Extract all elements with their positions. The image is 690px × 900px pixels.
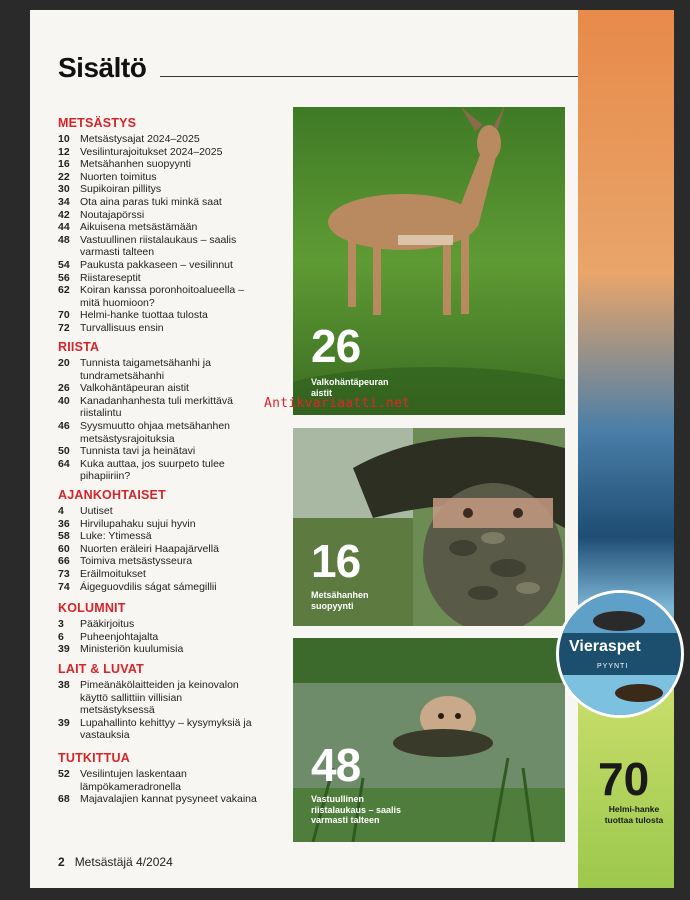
toc-entry[interactable] [58,543,258,556]
toc-entry[interactable] [58,133,258,146]
entry-title: Toimiva metsästysseura [80,555,193,568]
toc-entry[interactable] [58,146,258,159]
entry-title: Noutajapörssi [80,208,145,221]
feature-caption: Vastuullinen riistalaukaus – saalis varmasti talteen [311,794,402,825]
toc-entry[interactable] [58,259,258,272]
entry-page: 54 [58,258,70,271]
badge-subtitle: PYYNTI [597,663,629,670]
entry-title: Riistareseptit [80,271,141,284]
entry-page: 58 [58,530,70,543]
feature-photo-hunter[interactable] [293,428,565,626]
section-heading: AJANKOHTAISET [58,488,166,502]
toc-entry[interactable] [58,196,258,209]
toc-entry[interactable] [58,518,258,531]
footer-magazine: Metsästäjä 4/2024 [74,855,173,869]
toc-entry[interactable] [58,171,258,184]
entry-title: Eräilmoitukset [80,567,146,580]
toc-section-kolumnit [58,601,258,656]
section-heading: LAIT & LUVAT [58,662,144,676]
entry-title: Paukusta pakkaseen – vesilinnut [80,258,233,271]
toc-section-ajankohtaiset [58,488,258,593]
entry-page: 12 [58,145,70,158]
section-heading: TUTKITTUA [58,751,130,765]
entry-title: Lupahallinto kehittyy – kysymyksiä ja vastauksia [80,716,252,742]
toc-entry[interactable] [58,530,258,543]
toc-entry[interactable] [58,309,258,322]
toc-entry[interactable] [58,555,258,568]
entry-title: Kanadanhanhesta tuli merkittävä riistalintu [80,394,233,420]
toc-entry[interactable] [58,568,258,581]
toc-entry[interactable] [58,643,258,656]
toc-entry[interactable] [58,395,258,420]
entry-title: Tunnista tavi ja heinätavi [80,445,196,458]
entry-page: 39 [58,643,70,656]
entry-title: Uutiset [80,505,113,517]
entry-title: Pimeänäkölaitteiden ja keinovalon käyttö sallittiin villisian metsästyksessä [80,679,239,717]
entry-title: Turvallisuus ensin [80,321,164,334]
entry-title: Aikuisena metsästämään [80,221,198,234]
toc-entry[interactable] [58,631,258,644]
entry-title: Metsähanhen suopyynti [80,158,191,171]
entry-title: Ministeriön kuulumisia [80,643,184,656]
entry-page: 36 [58,517,70,530]
toc-entry[interactable] [58,581,258,594]
toc-entry[interactable] [58,445,258,458]
entry-title: Kuka auttaa, jos suurpeto tulee pihapiiriin? [80,457,225,483]
toc-entry[interactable] [58,505,258,518]
feature-page-number: 48 [311,739,361,791]
vieraspeto-badge[interactable] [556,590,684,718]
toc-entry[interactable] [58,382,258,395]
feature-photo-deer[interactable] [293,107,565,415]
entry-page: 46 [58,419,70,432]
entry-page: 34 [58,195,70,208]
footer-page-number: 2 [58,855,65,869]
entry-page: 50 [58,445,70,458]
watermark: Antikvariaatti.net [264,396,411,411]
entry-page: 68 [58,793,70,806]
toc-entry[interactable] [58,322,258,335]
entry-title: Supikoiran pillitys [80,183,162,196]
feature-page-number: 26 [311,320,361,372]
toc-section-tutkittua [58,751,258,806]
entry-page: 16 [58,158,70,171]
entry-page: 72 [58,321,70,334]
side-caption: Helmi-hanke tuottaa tulosta [604,804,664,825]
side-page-number: 70 [598,753,650,805]
toc-entry[interactable] [58,357,258,382]
toc-section-lait-luvat [58,662,258,742]
entry-page: 39 [58,716,70,729]
feature-caption: Metsähanhen suopyynti [311,590,369,611]
toc-entry[interactable] [58,793,258,806]
entry-title: Luke: Ytimessä [80,530,152,543]
entry-title: Tunnista taigametsähanhi ja tundrametsähanhi [80,357,211,382]
toc-entry[interactable] [58,158,258,171]
entry-page: 52 [58,768,70,780]
toc-entry[interactable] [58,209,258,222]
entry-page: 60 [58,542,70,555]
entry-title: Vesilinturajoitukset 2024–2025 [80,145,223,158]
entry-title: Ota aina paras tuki minkä saat [80,195,222,208]
entry-page: 48 [58,233,70,246]
entry-page: 30 [58,183,70,196]
entry-page: 4 [58,505,64,517]
section-heading: METSÄSTYS [58,116,137,130]
page-title: Sisältö [58,52,147,83]
entry-title: Majavalajien kannat pysyneet vakaina [80,793,257,806]
entry-title: Helmi-hanke tuottaa tulosta [80,309,208,322]
toc-entry[interactable] [58,284,258,309]
feature-caption: Valkohäntäpeuran aistit [311,377,389,398]
entry-title: Nuorten toimitus [80,170,157,183]
entry-title: Nuorten eräleiri Haapajärvellä [80,542,219,555]
entry-title: Pääkirjoitus [80,618,135,630]
entry-page: 66 [58,555,70,568]
entry-page: 38 [58,679,70,691]
toc-entry[interactable] [58,183,258,196]
entry-title: Puheenjohtajalta [80,630,159,643]
toc-entry[interactable] [58,221,258,234]
entry-title: Syysmuutto ohjaa metsähanhen metsästysrajoituksia [80,419,231,445]
entry-page: 10 [58,133,70,145]
entry-title: Vesilintujen laskentaan lämpökameradronella [80,768,187,793]
entry-page: 56 [58,271,70,284]
entry-title: Vastuullinen riistalaukaus – saalis varmasti talteen [80,233,237,259]
feature-page-number: 16 [311,535,361,587]
entry-page: 22 [58,170,70,183]
toc-section-riista [58,340,258,483]
toc-entry[interactable] [58,420,258,445]
entry-page: 73 [58,567,70,580]
toc-entry[interactable] [58,458,258,483]
toc-entry[interactable] [58,768,258,793]
entry-title: Hirvilupahaku sujui hyvin [80,517,196,530]
badge-title: Vieraspet [569,638,641,655]
entry-title: Valkohäntäpeuran aistit [80,382,189,395]
entry-page: 3 [58,618,64,630]
entry-page: 74 [58,580,70,593]
section-heading: KOLUMNIT [58,601,126,615]
toc-entry[interactable] [58,234,258,259]
entry-page: 42 [58,208,70,221]
toc-entry[interactable] [58,717,258,742]
toc-entry[interactable] [58,679,258,717]
entry-page: 62 [58,284,70,297]
page-footer [58,855,173,869]
toc-entry[interactable] [58,272,258,285]
feature-photo-retriever[interactable] [293,638,565,842]
entry-page: 26 [58,382,70,395]
entry-page: 64 [58,457,70,470]
entry-page: 6 [58,630,64,643]
entry-title: Áigeguovdilis ságat sámegillii [80,580,217,593]
entry-page: 44 [58,221,70,234]
toc-entry[interactable] [58,618,258,631]
entry-page: 20 [58,357,70,369]
section-heading: RIISTA [58,340,100,354]
toc-section-metsastys [58,116,258,335]
title-rule [160,76,578,77]
entry-page: 70 [58,309,70,322]
entry-title: Metsästysajat 2024–2025 [80,133,200,145]
entry-page: 40 [58,394,70,407]
entry-title: Koiran kanssa poronhoitoalueella – mitä huomioon? [80,284,245,309]
